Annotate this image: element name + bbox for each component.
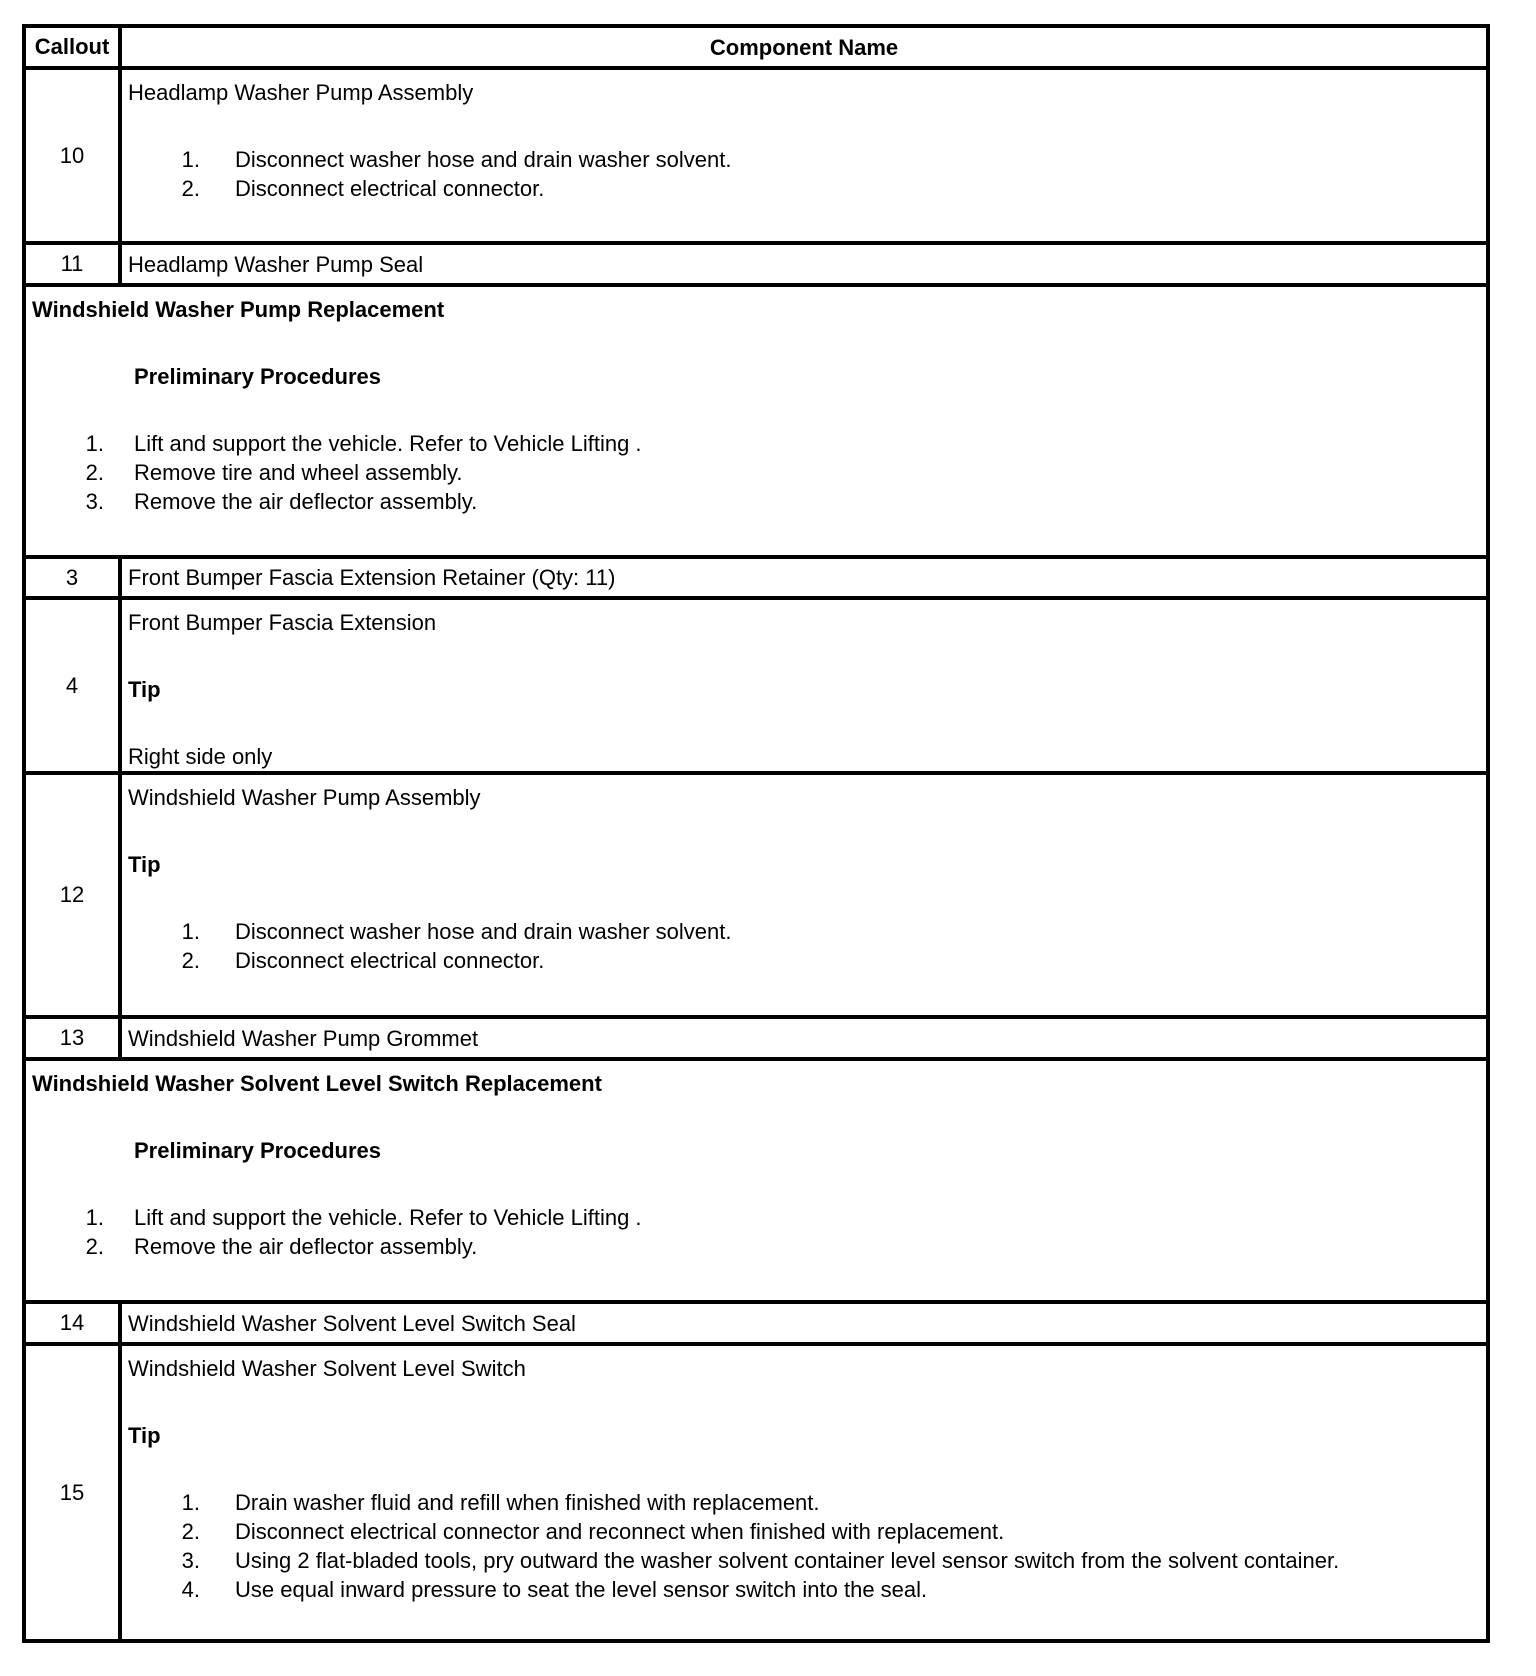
table-row [26, 66, 1486, 241]
step-list [128, 1488, 1486, 1604]
list-item: 1. Lift and support the vehicle. Refer to Vehicle Lifting . [85, 1205, 642, 1230]
component-name: Windshield Washer Solvent Level Switch Seal [128, 1310, 576, 1336]
list-item: 1. Drain washer fluid and refill when finished with replacement. [181, 1490, 820, 1515]
component-name: Windshield Washer Pump Assembly [128, 785, 481, 810]
callout: 4 [26, 600, 122, 771]
table-row [26, 241, 1486, 283]
step-list [32, 1203, 1486, 1261]
list-item: 2. Remove the air deflector assembly. [85, 1234, 478, 1259]
callout: 15 [26, 1346, 122, 1639]
list-item: 2. Disconnect electrical connector and reconnect when finished with replacement. [181, 1519, 1005, 1544]
section-title: Windshield Washer Solvent Level Switch Replacement [32, 1071, 602, 1096]
tip-label: Tip [128, 677, 161, 702]
section-row [26, 283, 1486, 555]
callout: 3 [26, 559, 122, 596]
list-item: 2. Disconnect electrical connector. [181, 176, 545, 201]
table-row [26, 771, 1486, 1015]
callout: 12 [26, 775, 122, 1015]
tip-label: Tip [128, 1423, 161, 1448]
list-item: 2. Remove tire and wheel assembly. [85, 460, 463, 485]
list-item: 3. Using 2 flat-bladed tools, pry outward the washer solvent container level sensor switch from the solvent container. [181, 1548, 1340, 1573]
callout: 11 [26, 245, 122, 283]
list-item: 1. Disconnect washer hose and drain washer solvent. [181, 919, 732, 944]
section-title: Windshield Washer Pump Replacement [32, 297, 445, 322]
section-subtitle: Preliminary Procedures [134, 1138, 382, 1163]
table-row [26, 596, 1486, 771]
step-list [128, 145, 1486, 203]
component-name: Headlamp Washer Pump Seal [128, 251, 424, 277]
list-item: 1. Lift and support the vehicle. Refer to Vehicle Lifting . [85, 431, 642, 456]
table-row [26, 1015, 1486, 1057]
component-name: Headlamp Washer Pump Assembly [128, 80, 474, 105]
step-list [128, 917, 1486, 975]
header-callout: Callout [26, 28, 122, 66]
callout: 10 [26, 70, 122, 241]
table-row [26, 1300, 1486, 1342]
list-item: 1. Disconnect washer hose and drain washer solvent. [181, 147, 732, 172]
tip-text: Right side only [128, 744, 273, 769]
table-row [26, 1342, 1486, 1639]
list-item: 3. Remove the air deflector assembly. [85, 489, 478, 514]
component-name: Front Bumper Fascia Extension [128, 610, 437, 635]
component-name: Windshield Washer Pump Grommet [128, 1025, 479, 1051]
tip-label: Tip [128, 852, 161, 877]
table-row [26, 555, 1486, 596]
table-header [26, 28, 1486, 66]
section-subtitle: Preliminary Procedures [134, 364, 382, 389]
component-name: Front Bumper Fascia Extension Retainer (Qty: 11) [128, 565, 616, 590]
callout: 13 [26, 1019, 122, 1057]
component-name: Windshield Washer Solvent Level Switch [128, 1356, 526, 1381]
list-item: 2. Disconnect electrical connector. [181, 948, 545, 973]
step-list [32, 429, 1486, 516]
section-row [26, 1057, 1486, 1300]
component-table [22, 24, 1490, 1643]
list-item: 4. Use equal inward pressure to seat the level sensor switch into the seal. [181, 1577, 928, 1602]
header-component-name: Component Name [709, 34, 899, 60]
callout: 14 [26, 1304, 122, 1342]
